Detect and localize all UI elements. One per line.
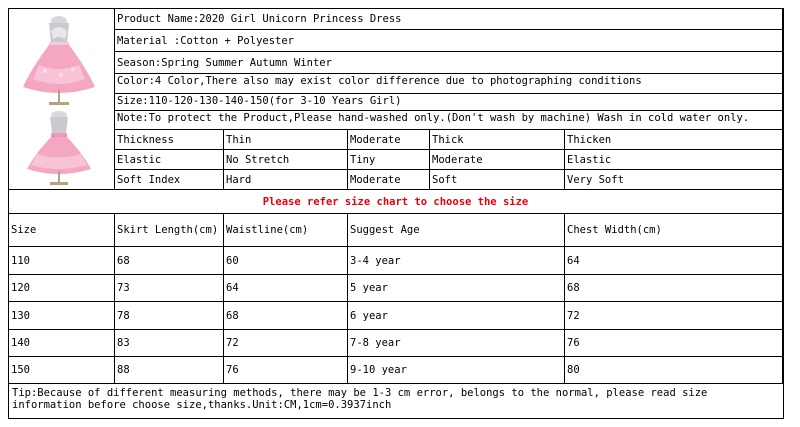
table-row-140-waist: 72: [224, 330, 348, 357]
dress-photos: [9, 9, 113, 189]
table-row-130-chest: 72: [565, 302, 783, 330]
attr-thickness-label: Thickness: [115, 130, 224, 150]
table-row-120-size: 120: [9, 275, 115, 302]
size-info-sheet: [8, 8, 784, 419]
size-chart-title: Please refer size chart to choose the size: [9, 190, 783, 214]
size-info: Size:110-120-130-140-150(for 3-10 Years Girl): [115, 94, 783, 111]
table-row-120-skirt: 73: [115, 275, 224, 302]
table-row-150-size: 150: [9, 357, 115, 384]
table-row-140-size: 140: [9, 330, 115, 357]
table-row-110-skirt: 68: [115, 247, 224, 275]
attr-soft-label: Soft Index: [115, 170, 224, 190]
table-row-140-skirt: 83: [115, 330, 224, 357]
attr-soft-4: Very Soft: [565, 170, 783, 190]
product-name: Product Name:2020 Girl Unicorn Princess Dress: [115, 9, 783, 30]
table-row-150-chest: 80: [565, 357, 783, 384]
table-row-140-chest: 76: [565, 330, 783, 357]
measurement-tip: Tip:Because of different measuring methods, there may be 1-3 cm error, belongs to the normal, please read size information before choose size,thanks.Unit:CM,1cm=0.3937inch: [12, 387, 708, 411]
attr-thickness-1: Thin: [224, 130, 348, 150]
table-row-150-waist: 76: [224, 357, 348, 384]
color-info: Color:4 Color,There also may exist color difference due to photographing conditions: [115, 74, 783, 94]
header-skirt-length: Skirt Length(cm): [115, 214, 224, 247]
material: Material :Cotton + Polyester: [115, 30, 783, 52]
attr-soft-1: Hard: [224, 170, 348, 190]
dress-front-image: [23, 16, 95, 105]
attr-elastic-1: No Stretch: [224, 150, 348, 170]
season: Season:Spring Summer Autumn Winter: [115, 52, 783, 74]
table-row-110-age: 3-4 year: [348, 247, 565, 275]
attr-elastic-label: Elastic: [115, 150, 224, 170]
table-row-130-skirt: 78: [115, 302, 224, 330]
table-row-110-size: 110: [9, 247, 115, 275]
attr-thickness-3: Thick: [430, 130, 565, 150]
attr-soft-2: Moderate: [348, 170, 430, 190]
attr-thickness-4: Thicken: [565, 130, 783, 150]
table-row-120-chest: 68: [565, 275, 783, 302]
wash-note: Note:To protect the Product,Please hand-washed only.(Don't wash by machine) Wash in cold water only.: [115, 111, 783, 130]
attr-thickness-2: Moderate: [348, 130, 430, 150]
header-chest-width: Chest Width(cm): [565, 214, 783, 247]
header-waistline: Waistline(cm): [224, 214, 348, 247]
header-suggest-age: Suggest Age: [348, 214, 565, 247]
table-row-140-age: 7-8 year: [348, 330, 565, 357]
table-row-150-skirt: 88: [115, 357, 224, 384]
attr-elastic-2: Tiny: [348, 150, 430, 170]
attr-soft-3: Soft: [430, 170, 565, 190]
table-row-130-age: 6 year: [348, 302, 565, 330]
attr-elastic-3: Moderate: [430, 150, 565, 170]
table-row-110-waist: 60: [224, 247, 348, 275]
table-row-150-age: 9-10 year: [348, 357, 565, 384]
table-row-130-size: 130: [9, 302, 115, 330]
header-size: Size: [9, 214, 115, 247]
product-photo-cell: [9, 9, 115, 190]
attr-elastic-4: Elastic: [565, 150, 783, 170]
dress-back-image: [27, 111, 91, 185]
table-row-110-chest: 64: [565, 247, 783, 275]
table-row-120-age: 5 year: [348, 275, 565, 302]
table-row-120-waist: 64: [224, 275, 348, 302]
table-row-130-waist: 68: [224, 302, 348, 330]
